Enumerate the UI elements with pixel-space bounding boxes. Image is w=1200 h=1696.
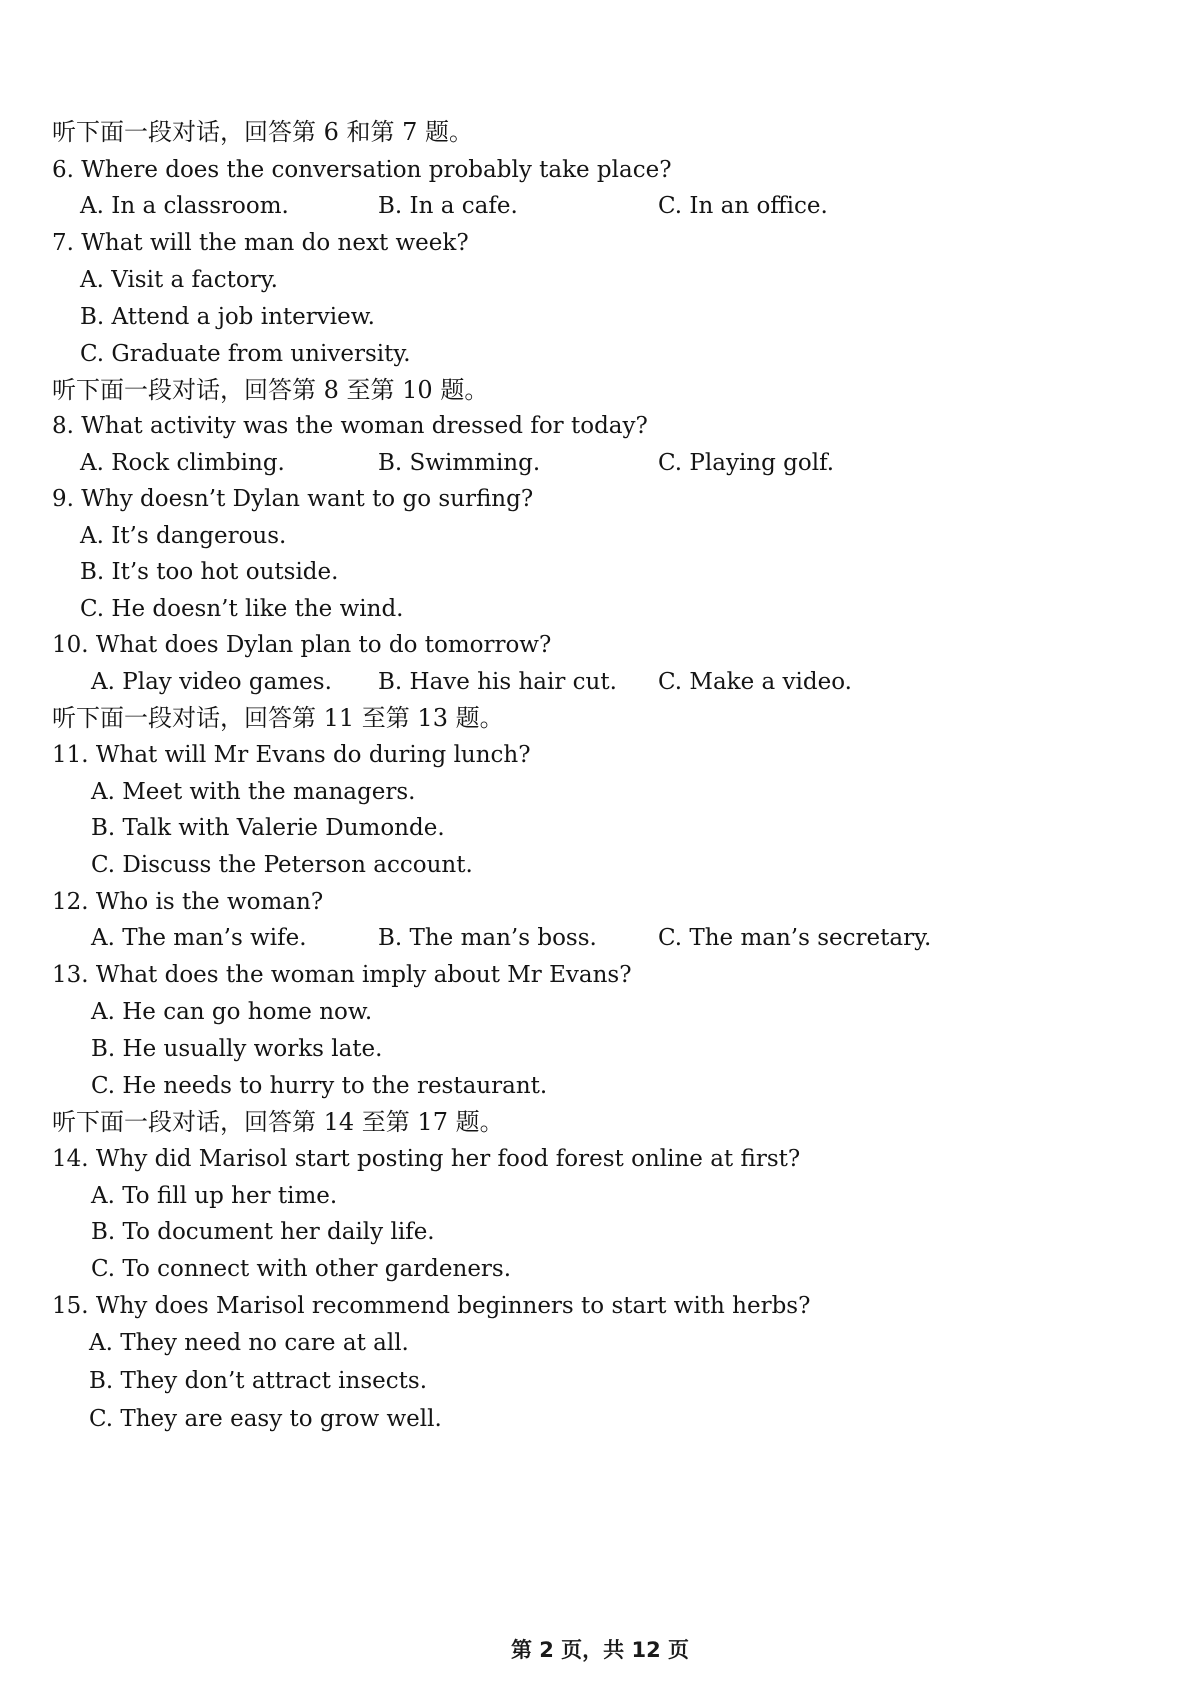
option-b: B. Have his hair cut. (378, 669, 617, 695)
option-b: B. The man’s boss. (378, 925, 597, 951)
option-b: B. To document her daily life. (91, 1219, 435, 1245)
question-stem: 10. What does Dylan plan to do tomorrow? (52, 632, 552, 658)
option-a: A. It’s dangerous. (80, 523, 287, 549)
option-a: A. They need no care at all. (89, 1330, 409, 1356)
section-intro: 听下面一段对话，回答第 8 至第 10 题。 (52, 376, 489, 404)
option-c: C. To connect with other gardeners. (91, 1256, 512, 1282)
option-a: A. Meet with the managers. (91, 779, 416, 805)
option-b: B. He usually works late. (91, 1036, 383, 1062)
question-stem: 11. What will Mr Evans do during lunch? (52, 742, 531, 768)
option-c: C. They are easy to grow well. (89, 1406, 442, 1432)
option-b: B. It’s too hot outside. (80, 559, 339, 585)
question-stem: 6. Where does the conversation probably take place? (52, 157, 672, 183)
option-b: B. Swimming. (378, 450, 541, 476)
option-b: B. Talk with Valerie Dumonde. (91, 815, 445, 841)
option-c: C. In an office. (658, 193, 828, 219)
option-c: C. He doesn’t like the wind. (80, 596, 404, 622)
question-stem: 14. Why did Marisol start posting her food forest online at first? (52, 1146, 801, 1172)
question-stem: 9. Why doesn’t Dylan want to go surfing? (52, 486, 534, 512)
option-c: C. Playing golf. (658, 450, 835, 476)
option-b: B. Attend a job interview. (80, 304, 375, 330)
section-intro: 听下面一段对话，回答第 14 至第 17 题。 (52, 1108, 504, 1136)
option-c: C. Make a video. (658, 669, 852, 695)
option-a: A. In a classroom. (80, 193, 289, 219)
option-c: C. The man’s secretary. (658, 925, 932, 951)
question-stem: 12. Who is the woman? (52, 889, 324, 915)
option-b: B. In a cafe. (378, 193, 518, 219)
option-c: C. Graduate from university. (80, 341, 411, 367)
option-a: A. To fill up her time. (91, 1183, 338, 1209)
question-stem: 13. What does the woman imply about Mr Evans? (52, 962, 632, 988)
option-c: C. Discuss the Peterson account. (91, 852, 473, 878)
page-number: 第 2 页，共 12 页 (510, 1638, 690, 1662)
option-a: A. Play video games. (91, 669, 332, 695)
question-stem: 15. Why does Marisol recommend beginners to start with herbs? (52, 1293, 811, 1319)
question-stem: 8. What activity was the woman dressed for today? (52, 413, 648, 439)
option-a: A. He can go home now. (91, 999, 373, 1025)
option-a: A. Visit a factory. (80, 267, 278, 293)
section-intro: 听下面一段对话，回答第 6 和第 7 题。 (52, 118, 474, 146)
section-intro: 听下面一段对话，回答第 11 至第 13 题。 (52, 704, 504, 732)
option-a: A. The man’s wife. (91, 925, 307, 951)
option-c: C. He needs to hurry to the restaurant. (91, 1073, 548, 1099)
question-stem: 7. What will the man do next week? (52, 230, 469, 256)
option-a: A. Rock climbing. (80, 450, 285, 476)
option-b: B. They don’t attract insects. (89, 1368, 428, 1394)
